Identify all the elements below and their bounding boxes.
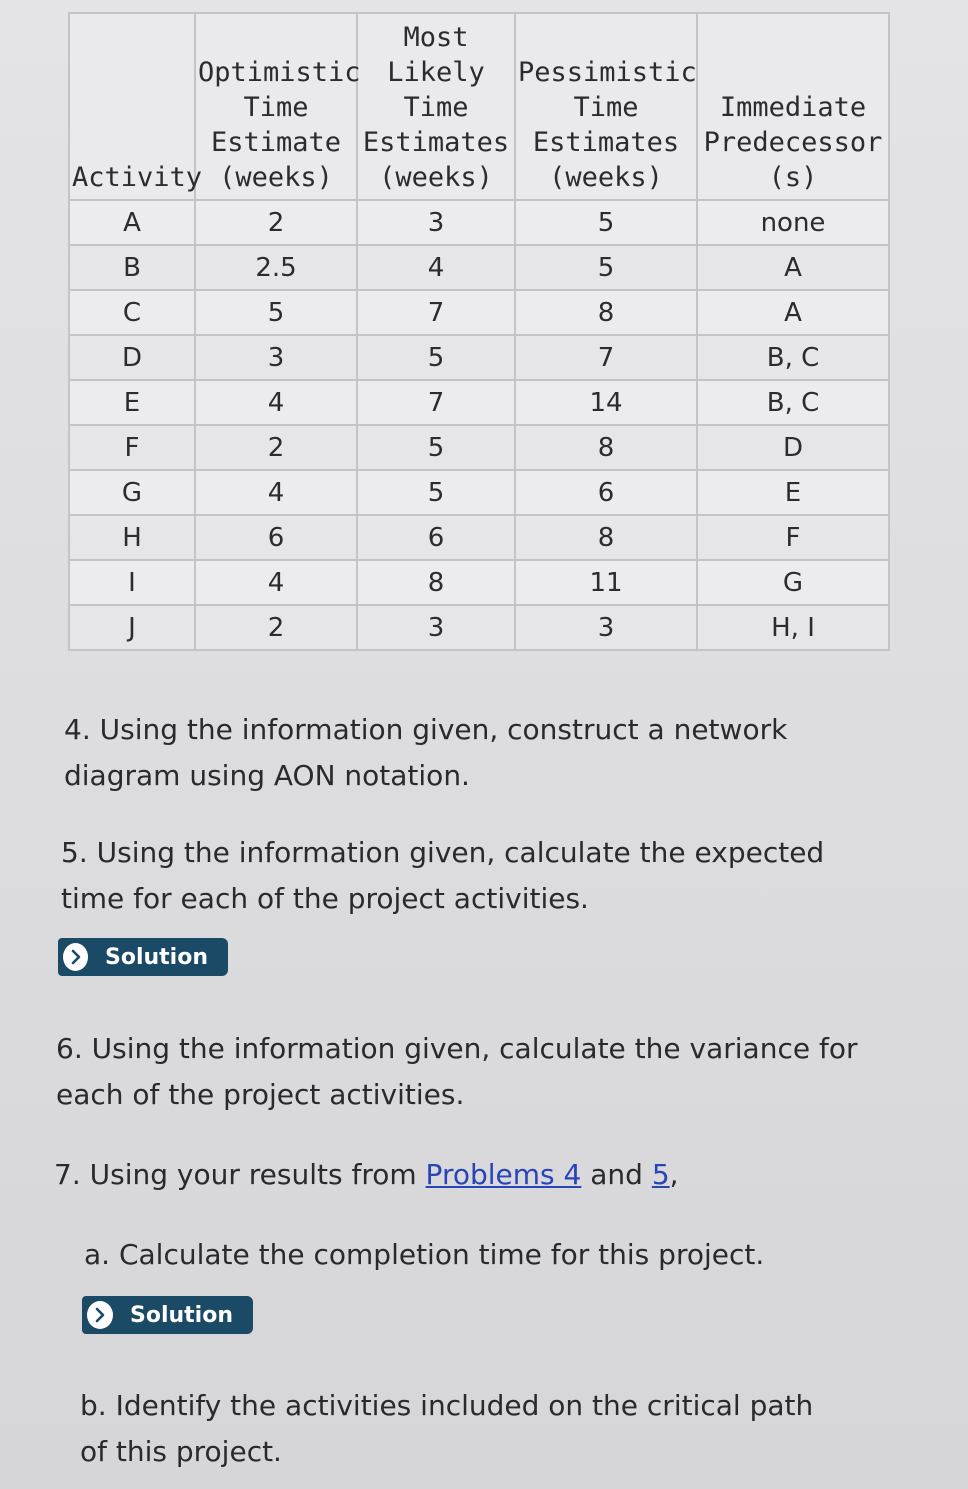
column-header-line: Time <box>243 92 309 123</box>
column-header-line: Estimate <box>210 127 342 158</box>
chevron-right-icon <box>60 940 91 974</box>
column-header-line: Optimistic <box>198 57 361 88</box>
table-row <box>69 200 889 245</box>
question-5-number: 5 <box>61 836 79 869</box>
question-6-text-line2: each of the project activities. <box>56 1078 465 1111</box>
table-row <box>69 425 889 470</box>
table-cell-optimistic-time: 4 <box>195 470 357 515</box>
question-5-text-line1: . Using the information given, calculate the expected <box>78 836 825 869</box>
table-cell-immediate-predecessors: B, C <box>697 335 889 380</box>
table-cell-optimistic-time: 2 <box>195 200 357 245</box>
table-cell-immediate-predecessors: A <box>697 290 889 335</box>
table-cell-optimistic-time: 3 <box>195 335 357 380</box>
table-cell-most-likely-time: 4 <box>357 245 515 290</box>
question-7b <box>80 1383 813 1475</box>
column-header-line: Estimates <box>532 127 680 158</box>
column-header-line: Activity <box>72 162 203 193</box>
question-5-text-line2: time for each of the project activities. <box>61 882 589 915</box>
question-6-text-line1: . Using the information given, calculate the variance for <box>73 1032 858 1065</box>
column-header-line: Most <box>403 22 469 53</box>
table-cell-optimistic-time: 2 <box>195 425 357 470</box>
table-cell-immediate-predecessors: A <box>697 245 889 290</box>
table-cell-pessimistic-time: 14 <box>515 380 697 425</box>
table-row <box>69 605 889 650</box>
column-header-immediate-predecessors <box>697 13 889 200</box>
column-header-most-likely-time <box>357 13 515 200</box>
question-7-text-after: , <box>669 1158 679 1191</box>
table-cell-optimistic-time: 4 <box>195 380 357 425</box>
column-header-line: Estimates <box>362 127 510 158</box>
problem-5-link[interactable]: 5 <box>651 1158 670 1191</box>
table-cell-optimistic-time: 2 <box>195 605 357 650</box>
column-header-line: (weeks) <box>379 162 493 193</box>
table-row <box>69 380 889 425</box>
table-cell-optimistic-time: 4 <box>195 560 357 605</box>
column-header-line: Pessimistic <box>518 57 697 88</box>
table-cell-pessimistic-time: 7 <box>515 335 697 380</box>
table-cell-most-likely-time: 7 <box>357 380 515 425</box>
problems-4-link[interactable]: Problems 4 <box>425 1158 582 1191</box>
table-header-row <box>69 13 889 200</box>
table-cell-pessimistic-time: 11 <box>515 560 697 605</box>
column-header-pessimistic-time <box>515 13 697 200</box>
column-header-optimistic-time <box>195 13 361 200</box>
solution-button-q7a[interactable] <box>82 1296 253 1334</box>
table-cell-activity: A <box>69 200 195 245</box>
table-cell-optimistic-time: 2.5 <box>195 245 357 290</box>
table-cell-most-likely-time: 6 <box>357 515 515 560</box>
column-header-activity <box>69 13 203 200</box>
table-cell-activity: C <box>69 290 195 335</box>
table-cell-activity: E <box>69 380 195 425</box>
table-row <box>69 470 889 515</box>
table-row <box>69 335 889 380</box>
question-4-number: 4 <box>64 713 82 746</box>
table-row <box>69 560 889 605</box>
table-cell-activity: I <box>69 560 195 605</box>
question-4-text-line2: diagram using AON notation. <box>64 759 470 792</box>
table-cell-pessimistic-time: 5 <box>515 245 697 290</box>
table-cell-immediate-predecessors: none <box>697 200 889 245</box>
table-cell-most-likely-time: 5 <box>357 470 515 515</box>
table-cell-immediate-predecessors: F <box>697 515 889 560</box>
table-cell-activity: G <box>69 470 195 515</box>
table-cell-most-likely-time: 5 <box>357 425 515 470</box>
table-cell-activity: F <box>69 425 195 470</box>
question-5 <box>61 830 824 922</box>
question-7a-label: a <box>84 1238 102 1271</box>
column-header-line: Time <box>573 92 639 123</box>
question-4 <box>64 707 787 799</box>
question-7a <box>84 1232 764 1278</box>
table-cell-pessimistic-time: 5 <box>515 200 697 245</box>
table-cell-most-likely-time: 8 <box>357 560 515 605</box>
solution-button-q5[interactable] <box>58 938 228 976</box>
question-7 <box>54 1152 679 1198</box>
question-7-text-mid: and <box>581 1158 652 1191</box>
question-6-number: 6 <box>56 1032 74 1065</box>
question-4-text-line1: . Using the information given, construct a network <box>81 713 788 746</box>
chevron-right-icon <box>84 1298 116 1332</box>
pert-table-container <box>68 12 888 651</box>
column-header-line: Likely <box>387 57 485 88</box>
solution-button-q7a-label: Solution <box>130 1302 233 1328</box>
column-header-line: Time <box>403 92 469 123</box>
table-cell-activity: H <box>69 515 195 560</box>
question-7b-text-line2: of this project. <box>80 1435 282 1468</box>
column-header-line: Predecessor <box>703 127 883 158</box>
column-header-line: Immediate <box>719 92 867 123</box>
table-cell-immediate-predecessors: D <box>697 425 889 470</box>
question-6 <box>56 1026 857 1118</box>
table-cell-most-likely-time: 7 <box>357 290 515 335</box>
table-cell-pessimistic-time: 8 <box>515 515 697 560</box>
question-7a-text: . Calculate the completion time for this project. <box>101 1238 765 1271</box>
column-header-line: (weeks) <box>219 162 333 193</box>
solution-button-q5-label: Solution <box>105 944 208 970</box>
table-cell-immediate-predecessors: B, C <box>697 380 889 425</box>
column-header-line: (weeks) <box>549 162 663 193</box>
question-7-text-before: . Using your results from <box>71 1158 426 1191</box>
table-cell-optimistic-time: 5 <box>195 290 357 335</box>
table-cell-activity: D <box>69 335 195 380</box>
table-cell-pessimistic-time: 6 <box>515 470 697 515</box>
table-cell-most-likely-time: 5 <box>357 335 515 380</box>
question-7b-text-line1: . Identify the activities included on the critical path <box>97 1389 814 1422</box>
table-cell-activity: J <box>69 605 195 650</box>
table-cell-pessimistic-time: 8 <box>515 425 697 470</box>
table-row <box>69 515 889 560</box>
table-row <box>69 245 889 290</box>
table-cell-immediate-predecessors: H, I <box>697 605 889 650</box>
table-cell-most-likely-time: 3 <box>357 200 515 245</box>
question-7-number: 7 <box>54 1158 72 1191</box>
table-row <box>69 290 889 335</box>
table-cell-optimistic-time: 6 <box>195 515 357 560</box>
table-cell-most-likely-time: 3 <box>357 605 515 650</box>
table-cell-activity: B <box>69 245 195 290</box>
column-header-line: (s) <box>768 162 818 193</box>
table-cell-immediate-predecessors: G <box>697 560 889 605</box>
table-cell-immediate-predecessors: E <box>697 470 889 515</box>
table-cell-pessimistic-time: 3 <box>515 605 697 650</box>
table-cell-pessimistic-time: 8 <box>515 290 697 335</box>
question-7b-label: b <box>80 1389 98 1422</box>
pert-estimates-table <box>68 12 890 651</box>
